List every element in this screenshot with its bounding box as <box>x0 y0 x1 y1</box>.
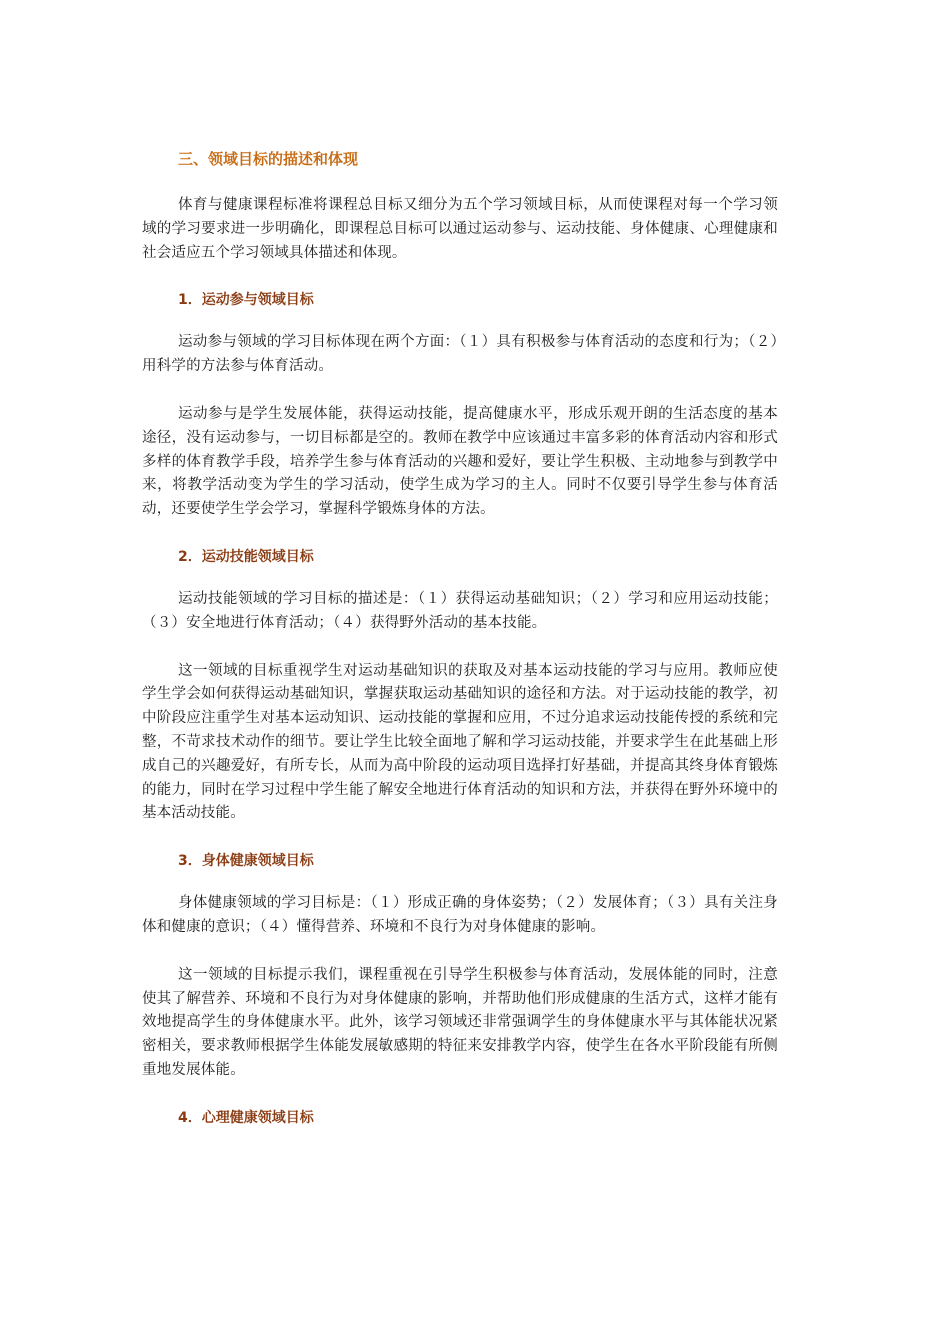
paragraph: 这一领域的目标提示我们，课程重视在引导学生积极参与体育活动，发展体能的同时，注意使其了解营养、环境和不良行为对身体健康的影响，并帮助他们形成健康的生活方式，这样才能有效地提高学生的身体健康水平。此外，该学习领域还非常强调学生的身体健康水平与其体能状况紧密相关，要求教师根据学生体能发展敏感期的特征来安排教学内容，使学生在各水平阶段能有所侧重地发展体能。 <box>142 966 778 1078</box>
intro-paragraph: 体育与健康课程标准将课程总目标又细分为五个学习领域目标，从而使课程对每一个学习领域的学习要求进一步明确化，即课程总目标可以通过运动参与、运动技能、身体健康、心理健康和社会适应五个学习领域具体描述和体现。 <box>142 197 778 261</box>
document-body <box>142 148 778 1149</box>
subsection-title-sports-participation: 1．运动参与领域目标 <box>178 292 314 309</box>
subsection-title-physical-health: 3．身体健康领域目标 <box>178 853 314 870</box>
paragraph: 身体健康领域的学习目标是：（１）形成正确的身体姿势；（２）发展体育；（３）具有关注身体和健康的意识；（４）懂得营养、环境和不良行为对身体健康的影响。 <box>142 895 778 935</box>
paragraph: 运动参与是学生发展体能，获得运动技能，提高健康水平，形成乐观开朗的生活态度的基本途径，没有运动参与，一切目标都是空的。教师在教学中应该通过丰富多彩的体育活动内容和形式多样的体育教学手段，培养学生参与体育活动的兴趣和爱好，要让学生积极、主动地参与到教学中来，将教学活动变为学生的学习活动，使学生成为学习的主人。同时不仅要引导学生参与体育活动，还要使学生学会学习，掌握科学锻炼身体的方法。 <box>142 405 778 518</box>
section-title: 三、领域目标的描述和体现 <box>178 150 359 168</box>
subsection-title-sports-skills: 2．运动技能领域目标 <box>178 548 314 565</box>
subsection-title-mental-health: 4．心理健康领域目标 <box>178 1109 314 1126</box>
paragraph: 这一领域的目标重视学生对运动基础知识的获取及对基本运动技能的学习与应用。教师应使学生学会如何获得运动基础知识，掌握获取运动基础知识的途径和方法。对于运动技能的教学，初中阶段应注重学生对基本运动知识、运动技能的掌握和应用，不过分追求运动技能传授的系统和完整，不苛求技术动作的细节。要让学生比较全面地了解和学习运动技能，并要求学生在此基础上形成自己的兴趣爱好，有所专长，从而为高中阶段的运动项目选择打好基础，并提高其终身体育锻炼的能力，同时在学习过程中学生能了解安全地进行体育活动的知识和方法，并获得在野外环境中的基本活动技能。 <box>142 662 778 822</box>
paragraph: 运动参与领域的学习目标体现在两个方面：（１）具有积极参与体育活动的态度和行为；（２）用科学的方法参与体育活动。 <box>142 334 778 375</box>
paragraph: 运动技能领域的学习目标的描述是：（１）获得运动基础知识；（２）学习和应用运动技能；（３）安全地进行体育活动；（４）获得野外活动的基本技能。 <box>142 590 778 631</box>
